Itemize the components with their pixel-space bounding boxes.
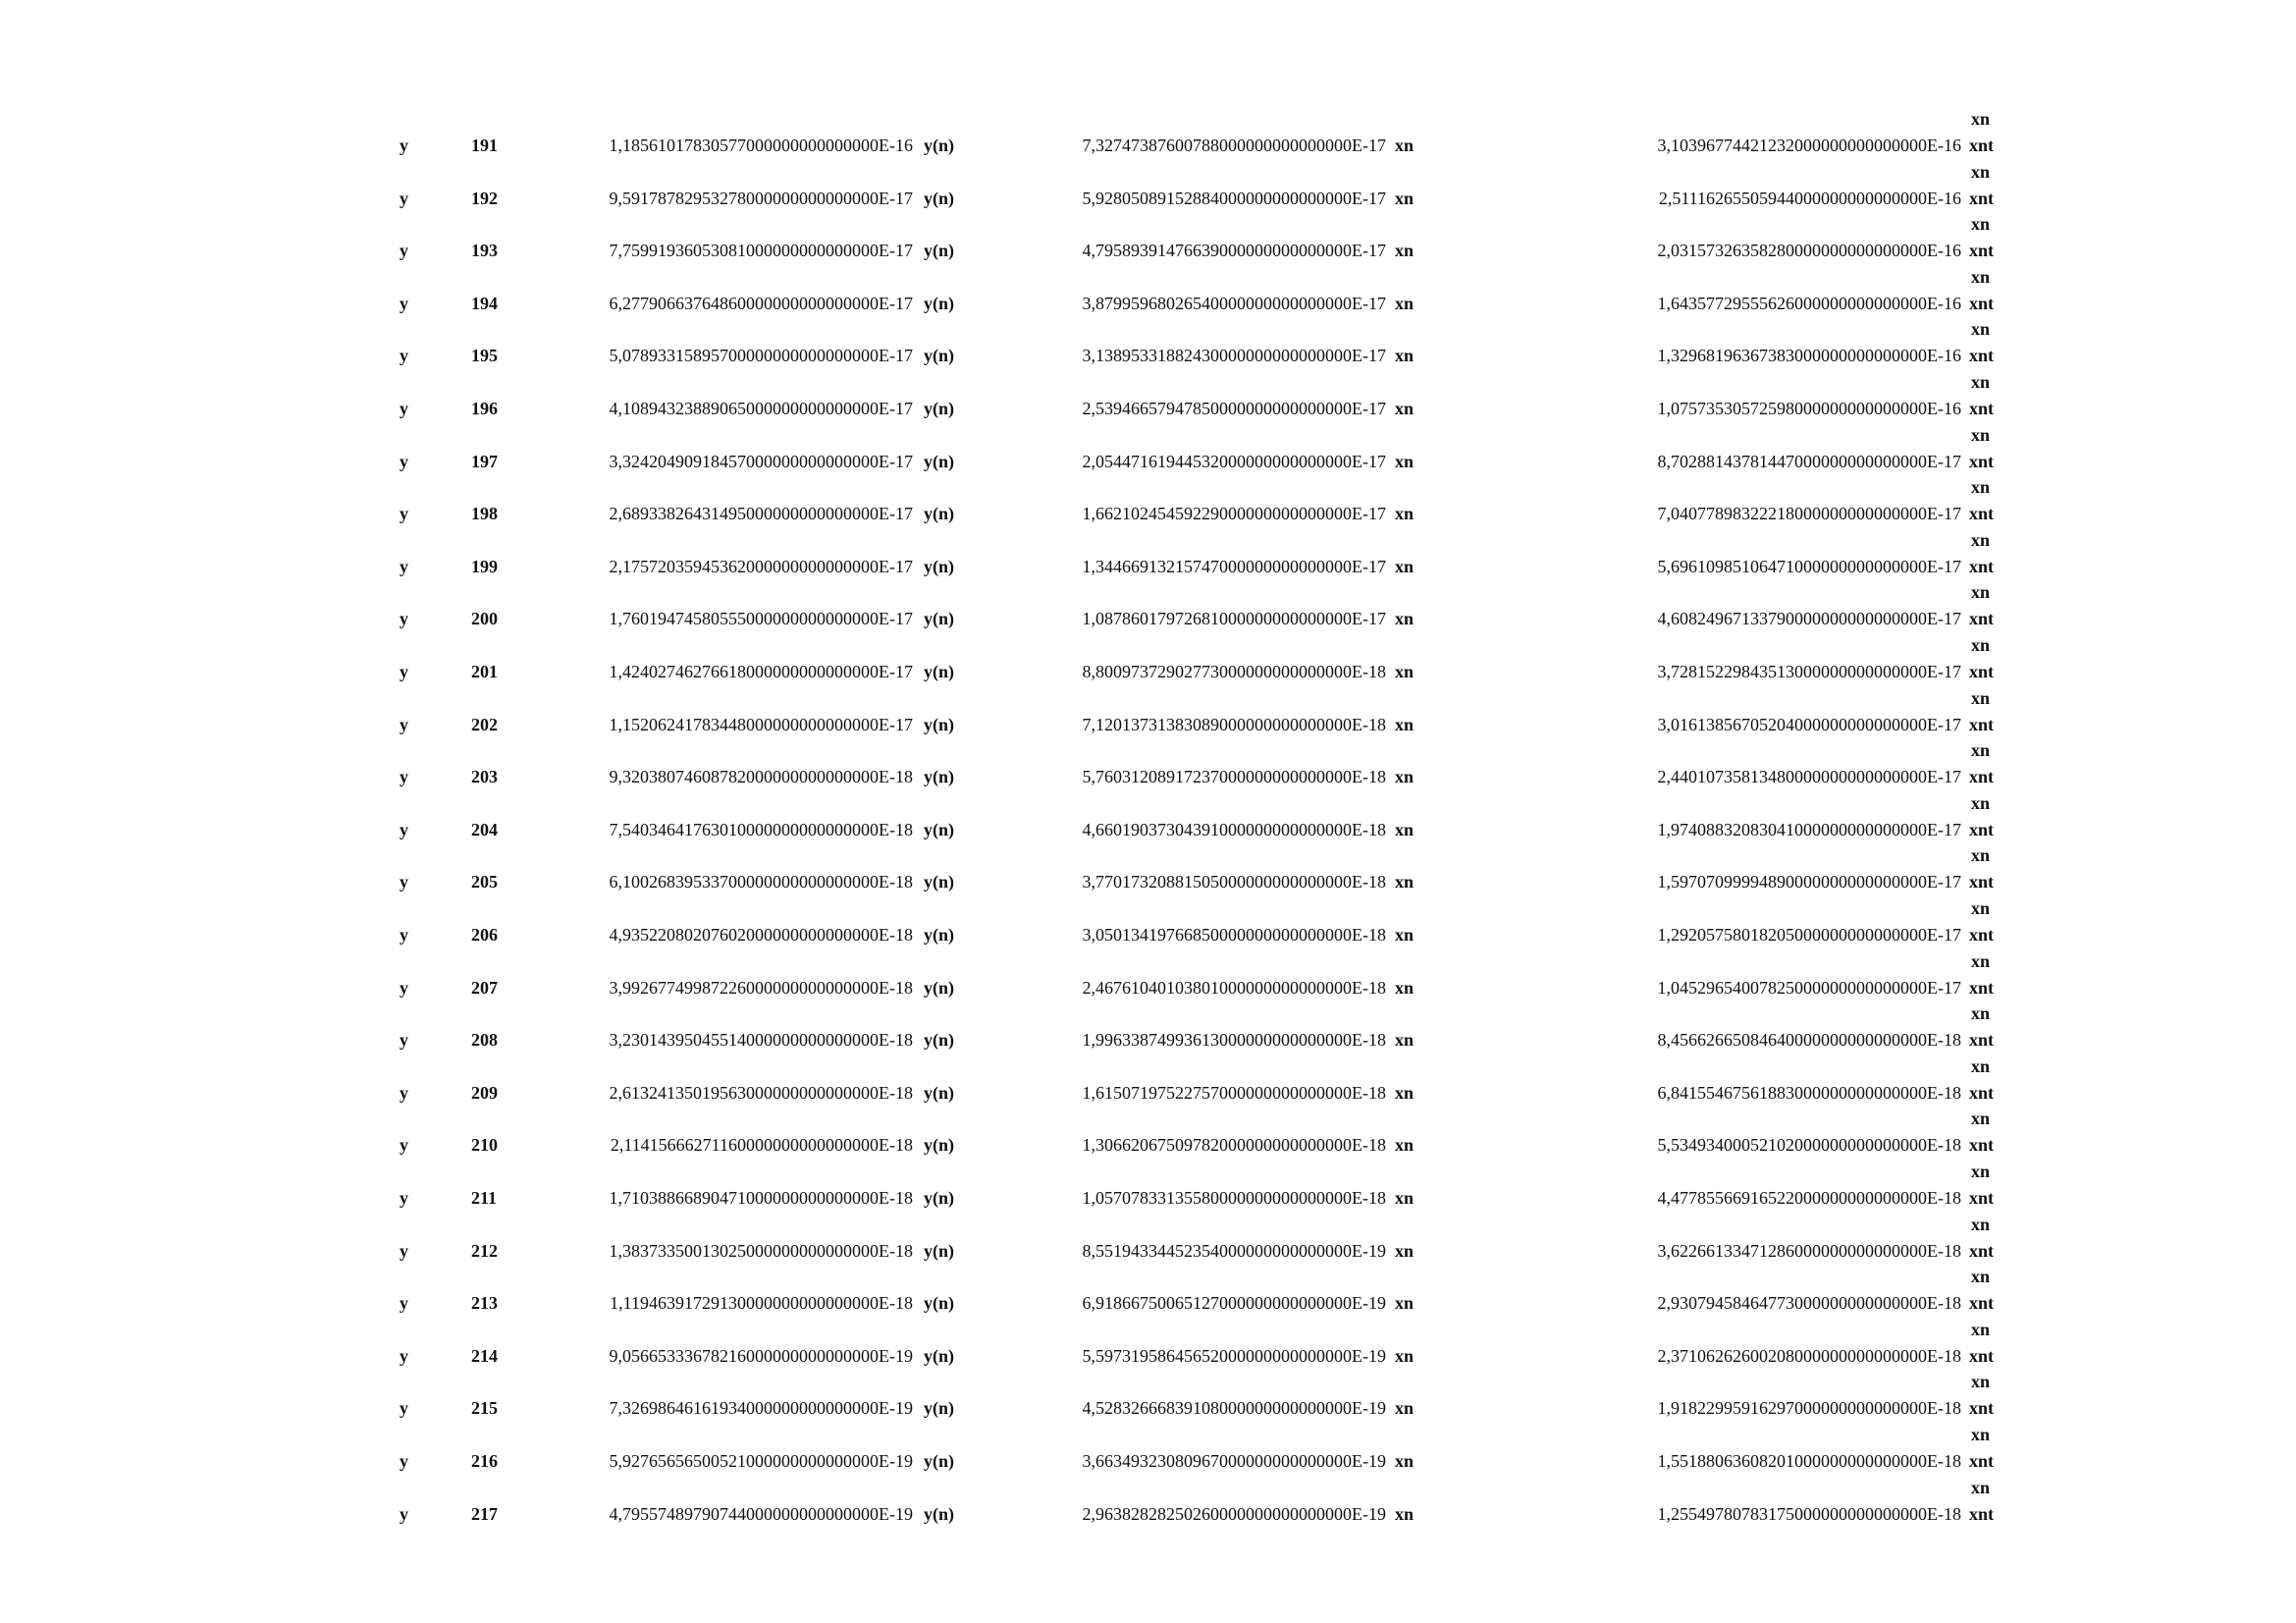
- xn-label-top: xn: [1971, 898, 1991, 918]
- table-row: [0, 527, 2296, 580]
- y-value: 3,99267749987226000000000000000E-18: [609, 978, 913, 998]
- y-value: 5,92765656500521000000000000000E-19: [609, 1451, 913, 1471]
- xnt-label: xnt: [1969, 662, 1995, 681]
- xn-label-top: xn: [1971, 162, 1991, 182]
- yn-label: y(n): [924, 609, 954, 628]
- y-value: 4,93522080207602000000000000000E-18: [609, 925, 913, 945]
- row-index: 207: [471, 978, 498, 998]
- row-index: 198: [471, 504, 498, 523]
- xnt-value: 6,84155467561883000000000000000E-18: [1657, 1083, 1961, 1103]
- xn-label: xn: [1395, 820, 1415, 839]
- row-index: 211: [471, 1188, 498, 1208]
- xn-label: xn: [1395, 662, 1415, 681]
- table-row: [0, 1212, 2296, 1265]
- y-value: 9,05665333678216000000000000000E-19: [609, 1346, 913, 1366]
- y-value: 6,27790663764860000000000000000E-17: [609, 294, 913, 313]
- y-value: 1,42402746276618000000000000000E-17: [609, 662, 913, 681]
- yn-label: y(n): [924, 1083, 954, 1103]
- row-index: 213: [471, 1293, 498, 1313]
- xn-label: xn: [1395, 925, 1415, 945]
- xnt-value: 2,44010735813480000000000000000E-17: [1657, 767, 1961, 786]
- xn-label: xn: [1395, 504, 1415, 523]
- y-value: 7,54034641763010000000000000000E-18: [609, 820, 913, 839]
- y-label: y: [400, 135, 408, 155]
- table-row: [0, 422, 2296, 475]
- table-row: [0, 1054, 2296, 1107]
- table-row: [0, 316, 2296, 369]
- xn-label-top: xn: [1971, 1267, 1991, 1286]
- xnt-value: 8,70288143781447000000000000000E-17: [1657, 452, 1961, 471]
- table-row: [0, 1317, 2296, 1370]
- yn-label: y(n): [924, 346, 954, 365]
- xnt-value: 1,04529654007825000000000000000E-17: [1657, 978, 1961, 998]
- table-row: [0, 842, 2296, 895]
- yn-value: 8,55194334452354000000000000000E-19: [1082, 1241, 1386, 1261]
- y-value: 9,59178782953278000000000000000E-17: [609, 189, 913, 208]
- xnt-value: 4,60824967133790000000000000000E-17: [1657, 609, 1961, 628]
- y-label: y: [400, 1504, 408, 1524]
- xnt-label: xnt: [1969, 189, 1995, 208]
- yn-value: 3,05013419766850000000000000000E-18: [1082, 925, 1386, 945]
- table-row: [0, 1106, 2296, 1159]
- yn-label: y(n): [924, 925, 954, 945]
- xnt-label: xnt: [1969, 978, 1995, 998]
- xn-label-top: xn: [1971, 214, 1991, 234]
- yn-label: y(n): [924, 452, 954, 471]
- table-row: [0, 1001, 2296, 1054]
- xn-label-top: xn: [1971, 1215, 1991, 1234]
- table-row: [0, 632, 2296, 685]
- xnt-value: 3,10396774421232000000000000000E-16: [1657, 135, 1961, 155]
- yn-label: y(n): [924, 1293, 954, 1313]
- xnt-label: xnt: [1969, 294, 1995, 313]
- y-label: y: [400, 1083, 408, 1103]
- xn-label-top: xn: [1971, 425, 1991, 445]
- row-index: 191: [471, 135, 498, 155]
- row-index: 214: [471, 1346, 498, 1366]
- yn-label: y(n): [924, 820, 954, 839]
- yn-label: y(n): [924, 872, 954, 892]
- table-row: [0, 790, 2296, 843]
- row-index: 216: [471, 1451, 498, 1471]
- xnt-value: 2,93079458464773000000000000000E-18: [1657, 1293, 1961, 1313]
- xnt-label: xnt: [1969, 1135, 1995, 1155]
- yn-value: 5,59731958645652000000000000000E-19: [1082, 1346, 1386, 1366]
- y-label: y: [400, 925, 408, 945]
- y-label: y: [400, 1188, 408, 1208]
- xn-label-top: xn: [1971, 372, 1991, 392]
- xnt-label: xnt: [1969, 1293, 1995, 1313]
- yn-value: 2,53946657947850000000000000000E-17: [1082, 399, 1386, 418]
- xnt-value: 3,72815229843513000000000000000E-17: [1657, 662, 1961, 681]
- y-value: 2,68933826431495000000000000000E-17: [609, 504, 913, 523]
- xn-label: xn: [1395, 1188, 1415, 1208]
- xn-label-top: xn: [1971, 1056, 1991, 1076]
- y-value: 1,71038866890471000000000000000E-18: [609, 1188, 913, 1208]
- yn-label: y(n): [924, 715, 954, 734]
- table-row: [0, 1369, 2296, 1422]
- y-label: y: [400, 1293, 408, 1313]
- xn-label: xn: [1395, 1398, 1415, 1418]
- yn-label: y(n): [924, 1398, 954, 1418]
- row-index: 201: [471, 662, 498, 681]
- y-value: 1,38373350013025000000000000000E-18: [609, 1241, 913, 1261]
- table-row: [0, 264, 2296, 317]
- table-row: [0, 895, 2296, 948]
- row-index: 195: [471, 346, 498, 365]
- yn-value: 3,77017320881505000000000000000E-18: [1082, 872, 1386, 892]
- y-label: y: [400, 662, 408, 681]
- xn-label-top: xn: [1971, 845, 1991, 865]
- xn-label-top: xn: [1971, 582, 1991, 602]
- xnt-value: 2,51116265505944000000000000000E-16: [1658, 189, 1961, 208]
- xnt-label: xnt: [1969, 399, 1995, 418]
- y-label: y: [400, 1241, 408, 1261]
- row-index: 209: [471, 1083, 498, 1103]
- xn-label: xn: [1395, 1135, 1415, 1155]
- xnt-label: xnt: [1969, 820, 1995, 839]
- row-index: 196: [471, 399, 498, 418]
- row-index: 197: [471, 452, 498, 471]
- row-index: 202: [471, 715, 498, 734]
- yn-value: 4,79589391476639000000000000000E-17: [1082, 241, 1386, 260]
- y-label: y: [400, 767, 408, 786]
- xn-label-top: xn: [1971, 530, 1991, 550]
- yn-label: y(n): [924, 1188, 954, 1208]
- y-value: 7,75991936053081000000000000000E-17: [609, 241, 913, 260]
- xn-label: xn: [1395, 1030, 1415, 1050]
- table-row: [0, 1159, 2296, 1212]
- xnt-value: 1,55188063608201000000000000000E-18: [1657, 1451, 1961, 1471]
- y-value: 2,11415666271160000000000000000E-18: [610, 1135, 913, 1155]
- y-label: y: [400, 609, 408, 628]
- y-value: 1,18561017830577000000000000000E-16: [609, 135, 913, 155]
- row-index: 205: [471, 872, 498, 892]
- yn-value: 3,66349323080967000000000000000E-19: [1082, 1451, 1386, 1471]
- xnt-value: 2,03157326358280000000000000000E-16: [1657, 241, 1961, 260]
- xnt-label: xnt: [1969, 1241, 1995, 1261]
- xn-label: xn: [1395, 452, 1415, 471]
- xn-label: xn: [1395, 1451, 1415, 1471]
- xn-label-top: xn: [1971, 477, 1991, 497]
- table-row: [0, 579, 2296, 632]
- row-index: 217: [471, 1504, 498, 1524]
- table-row: [0, 106, 2296, 159]
- yn-value: 1,08786017972681000000000000000E-17: [1082, 609, 1386, 628]
- xn-label: xn: [1395, 1083, 1415, 1103]
- y-value: 3,23014395045514000000000000000E-18: [609, 1030, 913, 1050]
- yn-label: y(n): [924, 1135, 954, 1155]
- y-label: y: [400, 294, 408, 313]
- xnt-label: xnt: [1969, 504, 1995, 523]
- xnt-value: 1,59707099994890000000000000000E-17: [1657, 872, 1961, 892]
- xnt-label: xnt: [1969, 767, 1995, 786]
- y-label: y: [400, 241, 408, 260]
- y-label: y: [400, 1135, 408, 1155]
- y-label: y: [400, 1451, 408, 1471]
- yn-label: y(n): [924, 662, 954, 681]
- row-index: 193: [471, 241, 498, 260]
- xnt-label: xnt: [1969, 135, 1995, 155]
- xn-label-top: xn: [1971, 951, 1991, 971]
- row-index: 204: [471, 820, 498, 839]
- xnt-label: xnt: [1969, 1083, 1995, 1103]
- y-value: 1,11946391729130000000000000000E-18: [610, 1293, 913, 1313]
- xn-label: xn: [1395, 767, 1415, 786]
- y-label: y: [400, 1346, 408, 1366]
- yn-label: y(n): [924, 1346, 954, 1366]
- yn-value: 2,46761040103801000000000000000E-18: [1082, 978, 1386, 998]
- table-row: [0, 159, 2296, 212]
- y-value: 7,32698646161934000000000000000E-19: [609, 1398, 913, 1418]
- xn-label: xn: [1395, 241, 1415, 260]
- y-label: y: [400, 715, 408, 734]
- xnt-value: 4,47785566916522000000000000000E-18: [1657, 1188, 1961, 1208]
- y-value: 1,15206241783448000000000000000E-17: [609, 715, 913, 734]
- xn-label: xn: [1395, 135, 1415, 155]
- xn-label-top: xn: [1971, 688, 1991, 708]
- yn-value: 7,32747387600788000000000000000E-17: [1082, 135, 1386, 155]
- table-row: [0, 1422, 2296, 1475]
- xnt-label: xnt: [1969, 609, 1995, 628]
- y-label: y: [400, 1398, 408, 1418]
- xnt-label: xnt: [1969, 1346, 1995, 1366]
- row-index: 206: [471, 925, 498, 945]
- xn-label-top: xn: [1971, 109, 1991, 129]
- xn-label: xn: [1395, 189, 1415, 208]
- xn-label-top: xn: [1971, 319, 1991, 339]
- xn-label-top: xn: [1971, 1478, 1991, 1497]
- xn-label-top: xn: [1971, 1162, 1991, 1181]
- xnt-value: 5,53493400052102000000000000000E-18: [1657, 1135, 1961, 1155]
- y-label: y: [400, 346, 408, 365]
- yn-value: 2,96382828250260000000000000000E-19: [1082, 1504, 1386, 1524]
- y-value: 4,79557489790744000000000000000E-19: [609, 1504, 913, 1524]
- y-label: y: [400, 557, 408, 576]
- y-value: 9,32038074608782000000000000000E-18: [609, 767, 913, 786]
- table-row: [0, 474, 2296, 527]
- xnt-value: 3,62266133471286000000000000000E-18: [1657, 1241, 1961, 1261]
- y-label: y: [400, 452, 408, 471]
- xn-label: xn: [1395, 346, 1415, 365]
- table-row: [0, 211, 2296, 264]
- row-index: 208: [471, 1030, 498, 1050]
- xn-label: xn: [1395, 978, 1415, 998]
- xn-label-top: xn: [1971, 1320, 1991, 1339]
- yn-value: 2,05447161944532000000000000000E-17: [1082, 452, 1386, 471]
- xnt-label: xnt: [1969, 925, 1995, 945]
- y-label: y: [400, 504, 408, 523]
- xn-label-top: xn: [1971, 1003, 1991, 1023]
- xn-label-top: xn: [1971, 793, 1991, 813]
- xnt-label: xnt: [1969, 872, 1995, 892]
- y-label: y: [400, 189, 408, 208]
- y-value: 4,10894323889065000000000000000E-17: [609, 399, 913, 418]
- xnt-value: 1,29205758018205000000000000000E-17: [1657, 925, 1961, 945]
- xnt-value: 1,64357729555626000000000000000E-16: [1657, 294, 1961, 313]
- xnt-value: 3,01613856705204000000000000000E-17: [1657, 715, 1961, 734]
- xn-label-top: xn: [1971, 1372, 1991, 1391]
- xn-label: xn: [1395, 1346, 1415, 1366]
- yn-value: 6,91866750065127000000000000000E-19: [1082, 1293, 1386, 1313]
- table-row: [0, 948, 2296, 1001]
- xn-label: xn: [1395, 872, 1415, 892]
- yn-label: y(n): [924, 241, 954, 260]
- y-value: 2,61324135019563000000000000000E-18: [609, 1083, 913, 1103]
- row-index: 200: [471, 609, 498, 628]
- xnt-label: xnt: [1969, 1504, 1995, 1524]
- yn-label: y(n): [924, 978, 954, 998]
- xn-label: xn: [1395, 399, 1415, 418]
- yn-value: 1,34466913215747000000000000000E-17: [1082, 557, 1386, 576]
- xnt-value: 1,91822995916297000000000000000E-18: [1657, 1398, 1961, 1418]
- xn-label-top: xn: [1971, 740, 1991, 760]
- xnt-label: xnt: [1969, 557, 1995, 576]
- yn-label: y(n): [924, 399, 954, 418]
- y-label: y: [400, 1030, 408, 1050]
- y-value: 6,10026839533700000000000000000E-18: [609, 872, 913, 892]
- yn-value: 3,87995968026540000000000000000E-17: [1082, 294, 1386, 313]
- xnt-label: xnt: [1969, 241, 1995, 260]
- xnt-label: xnt: [1969, 1398, 1995, 1418]
- xn-label: xn: [1395, 609, 1415, 628]
- y-label: y: [400, 978, 408, 998]
- yn-label: y(n): [924, 1241, 954, 1261]
- yn-value: 8,80097372902773000000000000000E-18: [1082, 662, 1386, 681]
- table-row: [0, 1475, 2296, 1528]
- row-index: 212: [471, 1241, 498, 1261]
- row-index: 215: [471, 1398, 498, 1418]
- yn-value: 4,52832666839108000000000000000E-19: [1082, 1398, 1386, 1418]
- xn-label-top: xn: [1971, 267, 1991, 287]
- yn-label: y(n): [924, 1504, 954, 1524]
- xn-label: xn: [1395, 1241, 1415, 1261]
- xn-label: xn: [1395, 715, 1415, 734]
- y-value: 2,17572035945362000000000000000E-17: [609, 557, 913, 576]
- xnt-label: xnt: [1969, 1451, 1995, 1471]
- table-row: [0, 369, 2296, 422]
- xnt-label: xnt: [1969, 346, 1995, 365]
- xnt-label: xnt: [1969, 452, 1995, 471]
- yn-label: y(n): [924, 557, 954, 576]
- y-label: y: [400, 399, 408, 418]
- xnt-value: 1,25549780783175000000000000000E-18: [1657, 1504, 1961, 1524]
- yn-value: 1,30662067509782000000000000000E-18: [1082, 1135, 1386, 1155]
- yn-value: 1,66210245459229000000000000000E-17: [1082, 504, 1386, 523]
- yn-label: y(n): [924, 294, 954, 313]
- yn-value: 5,76031208917237000000000000000E-18: [1082, 767, 1386, 786]
- yn-label: y(n): [924, 1030, 954, 1050]
- yn-label: y(n): [924, 189, 954, 208]
- xnt-value: 2,37106262600208000000000000000E-18: [1657, 1346, 1961, 1366]
- xn-label: xn: [1395, 1293, 1415, 1313]
- xn-label-top: xn: [1971, 1109, 1991, 1128]
- xnt-value: 8,45662665084640000000000000000E-18: [1657, 1030, 1961, 1050]
- yn-value: 7,12013731383089000000000000000E-18: [1082, 715, 1386, 734]
- yn-value: 4,66019037304391000000000000000E-18: [1082, 820, 1386, 839]
- table-row: [0, 685, 2296, 738]
- xnt-value: 1,97408832083041000000000000000E-17: [1657, 820, 1961, 839]
- row-index: 203: [471, 767, 498, 786]
- xnt-label: xnt: [1969, 1030, 1995, 1050]
- y-label: y: [400, 820, 408, 839]
- xn-label: xn: [1395, 557, 1415, 576]
- yn-value: 1,05707833135580000000000000000E-18: [1082, 1188, 1386, 1208]
- xnt-label: xnt: [1969, 715, 1995, 734]
- row-index: 199: [471, 557, 498, 576]
- y-value: 1,76019474580555000000000000000E-17: [609, 609, 913, 628]
- xnt-value: 5,69610985106471000000000000000E-17: [1657, 557, 1961, 576]
- table-row: [0, 737, 2296, 790]
- xn-label-top: xn: [1971, 1425, 1991, 1444]
- yn-value: 3,13895331882430000000000000000E-17: [1082, 346, 1386, 365]
- y-value: 5,07893315895700000000000000000E-17: [609, 346, 913, 365]
- yn-label: y(n): [924, 767, 954, 786]
- y-label: y: [400, 872, 408, 892]
- xnt-value: 1,32968196367383000000000000000E-16: [1657, 346, 1961, 365]
- yn-label: y(n): [924, 1451, 954, 1471]
- yn-label: y(n): [924, 135, 954, 155]
- yn-value: 5,92805089152884000000000000000E-17: [1082, 189, 1386, 208]
- xnt-value: 1,07573530572598000000000000000E-16: [1657, 399, 1961, 418]
- y-value: 3,32420490918457000000000000000E-17: [609, 452, 913, 471]
- yn-value: 1,61507197522757000000000000000E-18: [1082, 1083, 1386, 1103]
- xnt-value: 7,04077898322218000000000000000E-17: [1657, 504, 1961, 523]
- row-index: 192: [471, 189, 498, 208]
- row-index: 210: [471, 1135, 498, 1155]
- xn-label: xn: [1395, 294, 1415, 313]
- yn-value: 1,99633874993613000000000000000E-18: [1082, 1030, 1386, 1050]
- yn-label: y(n): [924, 504, 954, 523]
- xnt-label: xnt: [1969, 1188, 1995, 1208]
- table-row: [0, 1264, 2296, 1317]
- row-index: 194: [471, 294, 498, 313]
- xn-label-top: xn: [1971, 635, 1991, 655]
- xn-label: xn: [1395, 1504, 1415, 1524]
